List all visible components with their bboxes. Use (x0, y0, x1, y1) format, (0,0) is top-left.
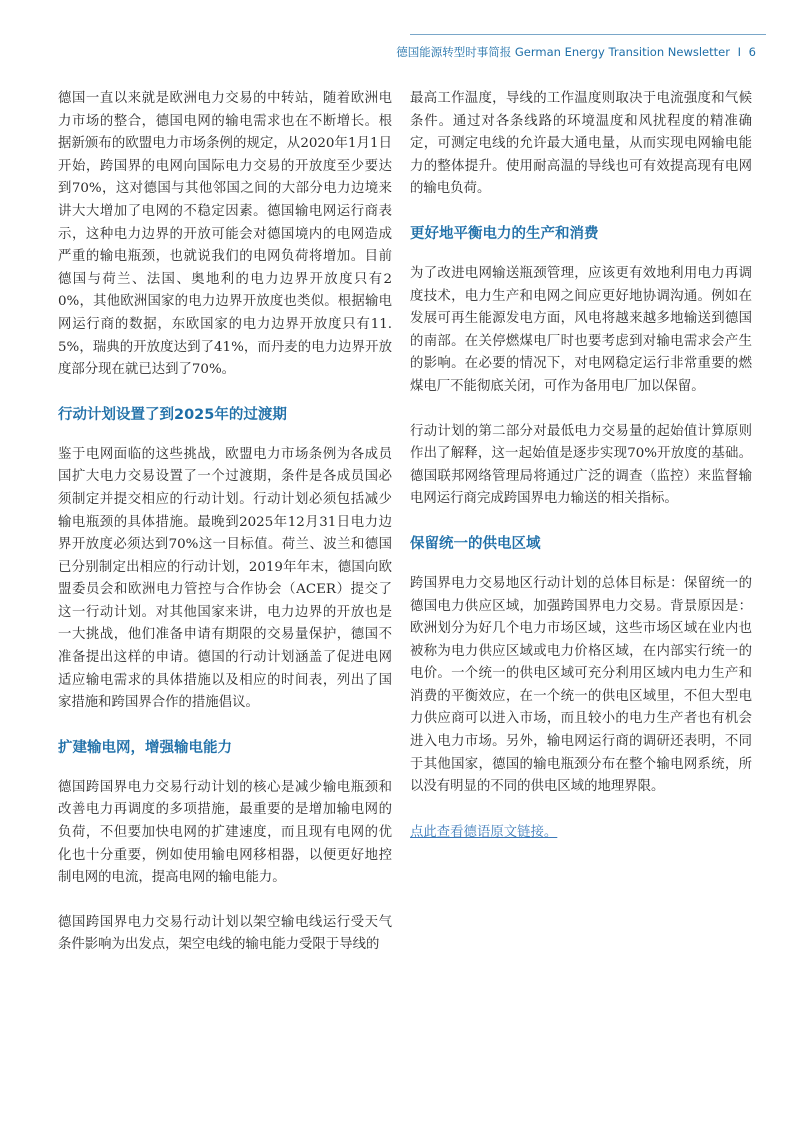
paragraph: 为了改进电网输送瓶颈管理，应该更有效地利用电力再调度技术，电力生产和电网之间应更好地协调沟通。例如在发展可再生能源发电方面，风电将越来越多地输送到德国的南部。在关停燃煤电厂时也要考虑到对输电需求会产生的影响。在必要的情况下，对电网稳定运行非常重要的燃煤电厂不能彻底关闭，可作为备用电厂加以保留。 (410, 265, 752, 394)
section-heading: 行动计划设置了到2025年的过渡期 (58, 406, 287, 423)
paragraph: 德国跨国界电力交易行动计划以架空输电线运行受天气条件影响为出发点，架空电线的输电能力受限于导线的 (58, 914, 392, 953)
section-heading: 扩建输电网，增强输电能力 (58, 739, 232, 756)
paragraph: 行动计划的第二部分对最低电力交易量的起始值计算原则作出了解释，这一起始值是逐步实现70%开放度的基础。德国联邦网络管理局将通过广泛的调查（监控）来监督输电网运行商完成跨国界电力输送的相关指标。 (410, 423, 752, 507)
paragraph: 德国跨国界电力交易行动计划的核心是减少输电瓶颈和改善电力再调度的多项措施，最重要的是增加输电网的负荷，不但要加快电网的扩建速度，而且现有电网的优化也十分重要，例如使用输电网移相器，以便更好地控制电网的电流，提高电网的输电能力。 (58, 779, 392, 886)
paragraph: 跨国界电力交易地区行动计划的总体目标是：保留统一的德国电力供应区域，加强跨国界电力交易。背景原因是：欧洲划分为好几个电力市场区域，这些市场区域在业内也被称为电力供应区域或电力价格区域，在内部实行统一的电价。一个统一的供电区域可充分利用区域内电力生产和消费的平衡效应，在一个统一的供电区域里，不但大型电力供应商可以进入市场，而且较小的电力生产者也有机会进入电力市场。另外，输电网运行商的调研还表明，不同于其他国家，德国的输电瓶颈分布在整个输电网系统，所以没有明显的不同的供电区域的地理界限。 (410, 575, 752, 795)
right-column (410, 88, 752, 844)
paragraph: 鉴于电网面临的这些挑战，欧盟电力市场条例为各成员国扩大电力交易设置了一个过渡期，条件是各成员国必须制定并提交相应的行动计划。行动计划必须包括减少输电瓶颈的具体措施。最晚到2025年12月31日电力边界开放度必须达到70%这一目标值。荷兰、波兰和德国已分别制定出相应的行动计划，2019年年末，德国向欧盟委员会和欧洲电力管控与合作协会（ACER）提交了这一行动计划。对其他国家来讲，电力边界的开放也是一大挑战，他们准备申请有期限的交易量保护，德国不准备提出这样的申请。德国的行动计划涵盖了促进电网适应输电需求的具体措施以及相应的时间表，列出了国家措施和跨国界合作的措施倡议。 (58, 446, 392, 711)
newsletter-title: 德国能源转型时事简报 German Energy Transition Newsletter (396, 45, 730, 59)
section-heading: 更好地平衡电力的生产和消费 (410, 225, 599, 242)
header-separator: I (737, 45, 742, 59)
running-header (396, 44, 756, 60)
paragraph: 德国一直以来就是欧洲电力交易的中转站，随着欧洲电力市场的整合，德国电网的输电需求也在不断增长。根据新颁布的欧盟电力市场条例的规定，从2020年1月1日开始，跨国界的电网向国际电力交易的开放度至少要达到70%，这对德国与其他邻国之间的大部分电力边境来讲大大增加了电网的不稳定因素。德国输电网运行商表示，这种电力边界的开放可能会对德国境内的电网造成严重的输电瓶颈，也就说我们的电网负荷将增加。目前德国与荷兰、法国、奥地利的电力边界开放度只有20%，其他欧洲国家的电力边界开放度也类似。根据输电网运行商的数据，东欧国家的电力边界开放度只有11.5%，瑞典的开放度达到了41%，而丹麦的电力边界开放度部分现在就已达到了70%。 (58, 91, 392, 378)
original-article-link[interactable]: 点此查看德语原文链接。 (410, 824, 558, 840)
page-number: 6 (748, 45, 756, 59)
paragraph: 最高工作温度，导线的工作温度则取决于电流强度和气候条件。通过对各条线路的环境温度和风扰程度的精准确定，可测定电线的允许最大通电量，从而实现电网输电能力的整体提升。使用耐高温的导线也可有效提高现有电网的输电负荷。 (410, 91, 752, 197)
section-heading: 保留统一的供电区域 (410, 535, 541, 552)
left-column (58, 88, 392, 979)
header-rule (410, 34, 766, 35)
